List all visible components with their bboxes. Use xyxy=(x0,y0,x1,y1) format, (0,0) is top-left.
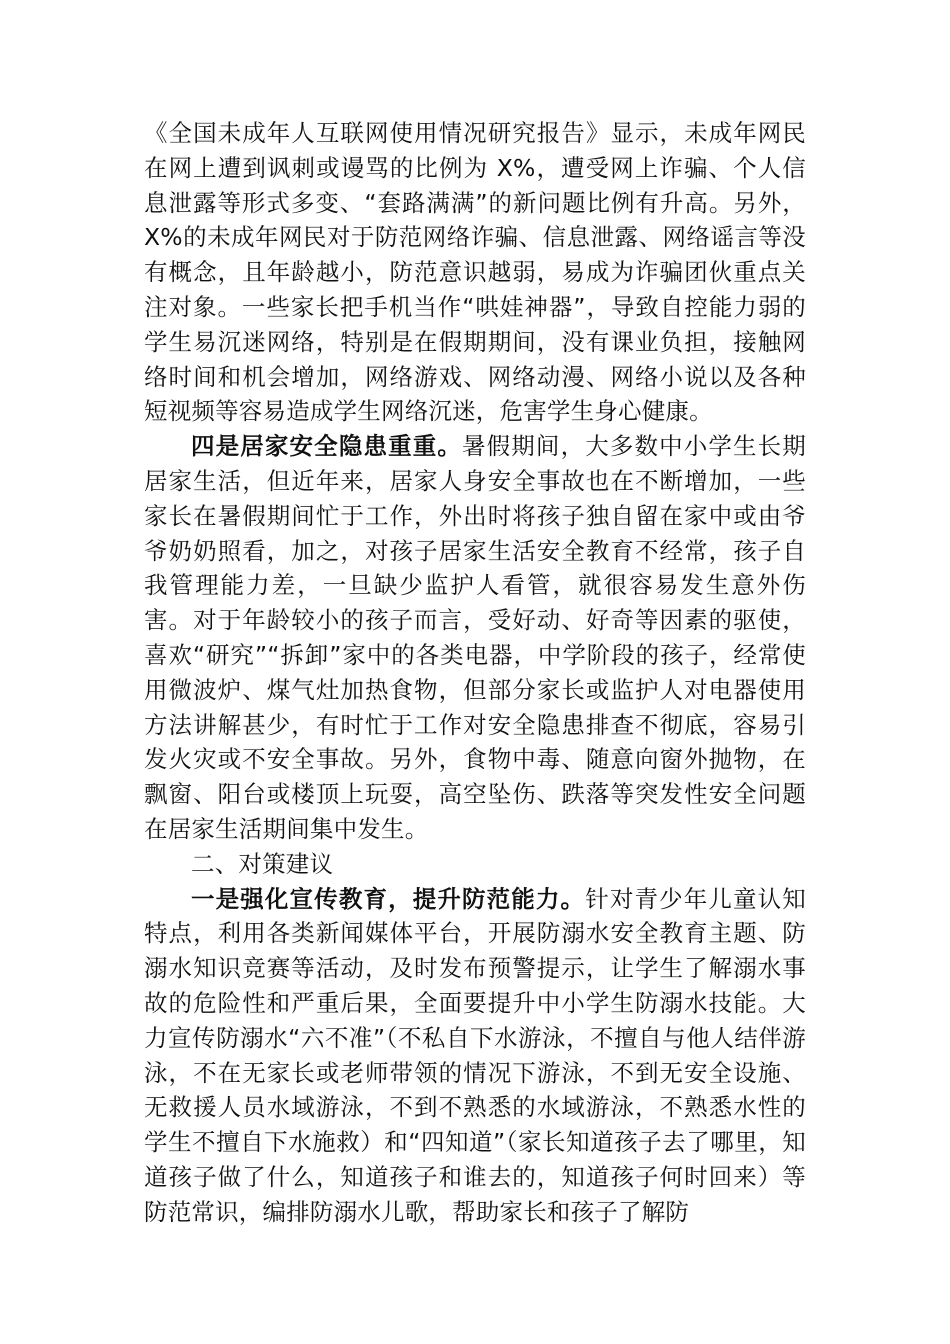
paragraph-education-publicity xyxy=(144,882,806,1230)
paragraph-lead-heading: 四是居家安全隐患重重。 xyxy=(191,432,463,461)
paragraph-text: 《全国未成年人互联网使用情况研究报告》显示，未成年网民在网上遭到讽刺或谩骂的比例为 X%，遭受网上诈骗、个人信息泄露等形式多变、“套路满满”的新问题比例有升高。另外，X%的未成年网民对于防范网络诈骗、信息泄露、网络谣言等没有概念，且年龄越小，防范意识越弱，易成为诈骗团伙重点关注对象。一些家长把手机当作“哄娃神器”，导致自控能力弱的学生易沉迷网络，特别是在假期期间，没有课业负担，接触网络时间和机会增加，网络游戏、网络动漫、网络小说以及各种短视频等容易造成学生网络沉迷，危害学生身心健康。 xyxy=(144,119,806,426)
paragraph-text: 暑假期间，大多数中小学生长期居家生活，但近年来，居家人身安全事故也在不断增加，一些家长在暑假期间忙于工作，外出时将孩子独自留在家中或由爷爷奶奶照看，加之，对孩子居家生活安全教育不经常，孩子自我管理能力差，一旦缺少监护人看管，就很容易发生意外伤害。对于年龄较小的孩子而言，受好动、好奇等因素的驱使，喜欢“研究”“拆卸”家中的各类电器，中学阶段的孩子，经常使用微波炉、煤气灶加热食物，但部分家长或监护人对电器使用方法讲解甚少，有时忙于工作对安全隐患排查不彻底，容易引发火灾或不安全事故。另外，食物中毒、随意向窗外抛物，在飘窗、阳台或楼顶上玩耍，高空坠伤、跌落等突发性安全问题在居家生活期间集中发生。 xyxy=(144,432,806,843)
paragraph-report-findings xyxy=(144,116,806,429)
paragraph-lead-heading: 一是强化宣传教育，提升防范能力。 xyxy=(191,884,586,913)
paragraph-home-safety xyxy=(144,429,806,847)
section-heading-text: 二、对策建议 xyxy=(191,849,334,878)
paragraph-text: 针对青少年儿童认知特点，利用各类新闻媒体平台，开展防溺水安全教育主题、防溺水知识竞赛等活动，及时发布预警提示，让学生了解溺水事故的危险性和严重后果，全面要提升中小学生防溺水技能。大力宣传防溺水“六不准”（不私自下水游泳，不擅自与他人结伴游泳，不在无家长或老师带领的情况下游泳，不到无安全设施、无救援人员水域游泳，不到不熟悉的水域游泳，不熟悉水性的学生不擅自下水施救）和“四知道”（家长知道孩子去了哪里，知道孩子做了什么，知道孩子和谁去的，知道孩子何时回来）等防范常识，编排防溺水儿歌，帮助家长和孩子了解防 xyxy=(144,884,806,1226)
document-body xyxy=(144,116,806,1230)
section-heading-countermeasures xyxy=(144,847,806,882)
